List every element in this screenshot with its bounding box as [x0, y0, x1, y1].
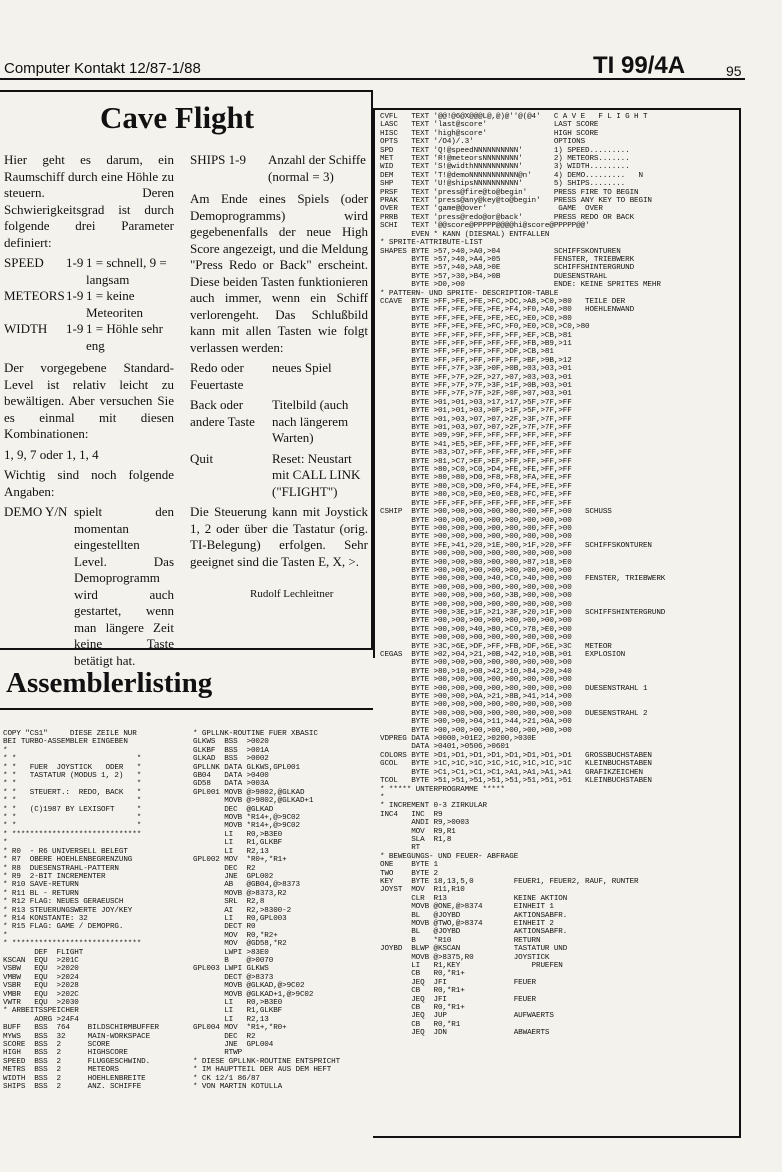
paragraph-level: Der vorgegebene Standard-Level ist relativ leicht zu bewältigen. Aber versuchen Sie es einmal mit diesen Kombinationen:	[4, 360, 174, 441]
article-column-1	[4, 152, 174, 669]
author: Rudolf Lechleitner	[250, 588, 334, 600]
ships-text: Anzahl der Schiffe (normal = 3)	[268, 152, 366, 184]
param-speed	[4, 255, 174, 288]
paragraph-combos: 1, 9, 7 oder 1, 1, 4	[4, 446, 99, 462]
listing-code-left-1: COPY "CS1" DIESE ZEILE NUR BEI TURBO-ASSEMBLER EINGEBEN * * * * * * FUER JOYSTICK ODER * * * TASTATUR (MODUS 1, 2) * * * * * * STEUERT.: REDO, BACK * * * * * * (C)1987 BY LEXISOFT * * * * * * * * ***************************** * * R0 - R6 UNIVERSELL BELEGT * R7 OBERE HOEHLENBEGRENZUNG * R8 DUESENSTRAHL-PATTERN * R9 2-BIT INCREMENTER * R10 SAVE-RETURN * R11 BL - RETURN * R12 FLAG: NEUES GERAEUSCH * R13 STEUERUNGSWERTE JOY/KEY * R14 KONSTANTE: 32 * R15 FLAG: GAME / DEMOPRG. * * ***************************** DEF FLIGHT KSCAN EQU >201C VSBW EQU >2020 VMBW EQU >2024 VSBR EQU >2028 VMBR EQU >202C VWTR EQU >2030 * ARBEITSSPEICHER AORG >24F4 BUFF BSS 764 BILDSCHIRMBUFFER MYWS BSS 32 MAIN-WORKSPACE SCORE BSS 2 SCORE HIGH BSS 2 HIGHSCORE SPEED BSS 2 FLUGGESCHWIND. METRS BSS 2 METEORS WIDTH BSS 2 HOEHLENBREITE SHIPS BSS 2 ANZ. SCHIFFE	[3, 730, 159, 1092]
demo-label: DEMO Y/N	[4, 504, 68, 519]
param-name: WIDTH	[4, 321, 48, 336]
param-width	[4, 321, 174, 354]
key-row	[190, 451, 368, 501]
key-action: neues Spiel	[272, 360, 332, 375]
ships-label: SHIPS 1-9	[190, 152, 246, 167]
param-name: METEORS	[4, 288, 65, 303]
listing-code-left-2: * GPLLNK-ROUTINE FUER XBASIC GLKWS BSS >0020 GLKBF BSS >001A GLKAD BSS >0002 GPLLNK DATA GLKWS,GPL001 GB04 DATA >0400 GD58 DATA >003A GPL001 MOVB @>9802,@GLKAD MOVB @>9802,@GLKAD+1 DEC @GLKAD MOVB *R14+,@>9C02 MOVB *R14+,@>9C02 LI R0,>B3E0 LI R1,GLKBF LI R2,13 GPL002 MOV *R0+,*R1+ DEC R2 JNE GPL002 AB @GB04,@>8373 MOVB @>8373,R2 SRL R2,8 AI R2,>8300-2 LI R0,GPL003 DECT R0 MOV R0,*R2+ MOV @GD58,*R2 LWPI >83E0 B @>0070 GPL003 LWPI GLKWS DECT @>8373 MOVB @GLKAD,@>9C02 MOVB @GLKAD+1,@>9C02 LI R0,>B3E0 LI R1,GLKBF LI R2,13 GPL004 MOV *R1+,*R0+ DEC R2 JNE GPL004 RTWP * DIESE GPLLNK-ROUTINE ENTSPRICHT * IM HAUPTTEIL DER AUS DEM HEFT * CK 12/1 86/87 * VON MARTIN KOTULLA	[193, 730, 341, 1092]
paragraph-control: Die Steuerung kann mit Joystick 1, 2 oder über die Tastatur (orig. TI-Belegung) erfolgen. Sehr geeignet sind die Tasten E, X, >.	[190, 504, 368, 569]
param-desc: 1 = Höhle sehr eng	[86, 321, 164, 353]
demo-text: spielt den momentan eingestellten Level. Das Demoprogramm wird auch gestartet, wenn man längere Zeit keine Taste betätigt hat.	[74, 504, 174, 668]
param-meteors	[4, 288, 174, 321]
key-action: Reset: Neustart mit CALL LINK ("FLIGHT")	[272, 450, 361, 499]
param-desc: 1 = keine Meteoriten	[86, 288, 144, 320]
param-desc: 1 = schnell, 9 = langsam	[86, 255, 167, 287]
magazine-header: Computer Kontakt 12/87-1/88	[4, 60, 201, 77]
article-column-2	[190, 152, 368, 574]
param-range: 1-9	[66, 321, 84, 336]
header-rule	[0, 78, 745, 80]
listing-title: Assemblerlisting	[6, 667, 213, 699]
article-title: Cave Flight	[100, 100, 255, 135]
section-title: TI 99/4A	[593, 52, 686, 79]
key-name: Redo oder Feuertaste	[190, 360, 244, 392]
listing-rule	[0, 708, 373, 710]
key-row	[190, 397, 368, 447]
listing-box-edge	[373, 108, 375, 658]
param-range: 1-9	[66, 255, 84, 270]
key-row	[190, 360, 368, 393]
intro-paragraph: Hier geht es darum, ein Raumschiff durch eine Höhle zu steuern. Deren Schwierigkeitsgrad ist durch folgende drei Parameter definiert:	[4, 152, 174, 250]
paragraph-end: Am Ende eines Spiels (oder Demoprogramms) wird gegebenenfalls der neue High Score angezeigt, und die Meldung "Press Redo or Back" erscheint. Diese beiden Tasten funktionieren auch immer, wenn ein Schiff verlorengeht. Das Schlußbild kann mit allen Tasten wie folgt verlassen werden:	[190, 191, 368, 355]
key-action: Titelbild (auch nach längerem Warten)	[272, 397, 349, 445]
paragraph-info: Wichtig sind noch folgende Angaben:	[4, 467, 174, 499]
option-ships	[190, 152, 368, 185]
page-number: 95	[726, 63, 742, 79]
listing-code-right: CVFL TEXT '@@!@6@X@@@L@,@)@''@(@4' C A V E F L I G H T LASC TEXT 'last@score' LAST SCORE HISC TEXT 'high@score' HIGH SCORE OPTS TEXT '/O4)/.3' OPTIONS SPD TEXT 'Q!@speedNNNNNNNNNN' 1) SPEED......... MET TEXT 'R!@meteorsNNNNNNNN' 2) METEORS....... WID TEXT 'S!@widthNNNNNNNNNN' 3) WIDTH......... DEM TEXT 'T!@demoNNNNNNNNNNN@n' 4) DEMO......... N SHP TEXT 'U!@shipsNNNNNNNNNN' 5) SHIPS........ PRSF TEXT 'press@fire@to@begin' PRESS FIRE TO BEGIN PRAK TEXT 'press@any@key@to@begin' PRESS ANY KEY TO BEGIN OVER TEXT 'game@@over' GAME OVER PRRB TEXT 'press@redo@or@back' PRESS REDO OR BACK SCHI TEXT '@@score@PPPPP@@@@hi@score@PPPPP@@' EVEN * KANN (DIESMAL) ENTFALLEN * SPRITE-ATTRIBUTE-LIST SHAPES BYTE >57,>40,>A0,>04 SCHIFFSKONTUREN BYTE >57,>40,>A4,>05 FENSTER, TRIEBWERK BYTE >57,>40,>A8,>0E SCHIFFSHINTERGRUND BYTE >57,>30,>B4,>0B DUESENSTRAHL BYTE >D0,>00 ENDE: KEINE SPRITES MEHR * PATTERN- UND SPRITE- DESCRIPTIOR-TABLE CCAVE BYTE >FF,>FE,>FE,>FC,>DC,>A8,>C0,>80 TEILE DER BYTE >FF,>FE,>FE,>FE,>F4,>F0,>A0,>80 HOEHLENWAND BYTE >FF,>FE,>FE,>FE,>EC,>E0,>C0,>80 BYTE >FF,>FE,>FE,>FC,>F0,>E0,>C0,>C0,>80 BYTE >FF,>FF,>FF,>FF,>FF,>EF,>CB,>81 BYTE >FF,>FF,>FF,>FF,>FF,>FB,>B9,>11 BYTE >FF,>FF,>FF,>FF,>DF,>CB,>81 BYTE >FF,>FF,>FF,>FF,>FF,>BF,>9B,>12 BYTE >FF,>7F,>3F,>0F,>0B,>03,>03,>01 BYTE >FF,>7F,>2F,>27,>07,>03,>03,>01 BYTE >FF,>7F,>7F,>3F,>1F,>0B,>03,>01 BYTE >FF,>7F,>7F,>2F,>0F,>07,>03,>01 BYTE >01,>01,>03,>17,>17,>5F,>7F,>FF BYTE >01,>01,>03,>0F,>1F,>5F,>7F,>FF BYTE >01,>03,>07,>07,>2F,>3F,>7F,>FF BYTE >01,>03,>07,>07,>2F,>7F,>7F,>FF BYTE >09,>9F,>FF,>FF,>FF,>FF,>FF,>FF BYTE >41,>E5,>EF,>FF,>FF,>FF,>FF,>FF BYTE >83,>D7,>FF,>FF,>FF,>FF,>FF,>FF BYTE >81,>C7,>EF,>EF,>FF,>FF,>FF,>FF BYTE >80,>C0,>C0,>D4,>FE,>FE,>FF,>FF BYTE >80,>80,>D0,>F8,>F8,>FA,>FE,>FF BYTE >80,>C0,>D0,>F0,>F4,>FE,>FE,>FF BYTE >80,>C0,>E0,>E0,>E8,>FC,>FE,>FF BYTE >FF,>FF,>FF,>FF,>FF,>FF,>FF,>FF CSHIP BYTE >00,>00,>00,>00,>00,>00,>FF,>00 SCHUSS BYTE >00,>00,>00,>00,>00,>00,>00,>00 BYTE >00,>00,>00,>00,>00,>00,>FF,>00 BYTE >00,>00,>00,>00,>00,>00,>00,>00 BYTE >FE,>41,>20,>1E,>00,>1F,>20,>FF SCHIFFSKONTUREN BYTE >00,>00,>00,>00,>00,>00,>00,>00 BYTE >00,>00,>80,>00,>00,>87,>18,>E0 BYTE >00,>00,>00,>00,>00,>00,>00,>00 BYTE >00,>00,>00,>40,>C0,>40,>00,>00 FENSTER, TRIEBWERK BYTE >00,>00,>00,>00,>00,>00,>00,>00 BYTE >00,>00,>00,>60,>3B,>00,>00,>00 BYTE >00,>00,>00,>00,>00,>00,>00,>00 BYTE >00,>3E,>1F,>21,>3F,>20,>1F,>00 SCHIFFSHINTERGRUND BYTE >00,>00,>00,>00,>00,>00,>00,>00 BYTE >00,>00,>40,>80,>C0,>78,>E0,>00 BYTE >00,>00,>00,>00,>00,>00,>00,>00 BYTE >3C,>6E,>DF,>FF,>FB,>DF,>6E,>3C METEOR CEGAS BYTE >02,>04,>21,>0B,>42,>10,>0B,>01 EXPLOSION BYTE >00,>00,>00,>00,>00,>00,>00,>00 BYTE >80,>10,>08,>42,>10,>84,>20,>40 BYTE >00,>00,>00,>00,>00,>00,>00,>00 BYTE >00,>00,>00,>00,>00,>00,>00,>00 DUESENSTRAHL 1 BYTE >00,>00,>0A,>21,>8B,>41,>14,>00 BYTE >00,>00,>00,>00,>00,>00,>00,>00 BYTE >00,>00,>00,>00,>00,>00,>00,>00 DUESENSTRAHL 2 BYTE >00,>00,>04,>11,>44,>21,>0A,>00 BYTE >00,>00,>00,>00,>00,>00,>00,>00 VDPREG DATA >0000,>01E2,>0200,>030E DATA >0401,>0506,>0601 COLORS BYTE >D1,>D1,>D1,>D1,>D1,>D1,>D1,>D1 GROSSBUCHSTABEN GCOL BYTE >1C,>1C,>1C,>1C,>1C,>1C,>1C,>1C KLEINBUCHSTABEN BYTE >C1,>C1,>C1,>C1,>A1,>A1,>A1,>A1 GRAFIKZEICHEN TCOL BYTE >51,>51,>51,>51,>51,>51,>51,>51 KLEINBUCHSTABEN * ***** UNTERPROGRAMME ***** * * INCREMENT 0-3 ZIRKULAR INC4 INC R9 ANDI R9,>0003 MOV R9,R1 SLA R1,8 RT * BEWEGUNGS- UND FEUER- ABFRAGE ONE BYTE 1 TWO BYTE 2 KEY BYTE 18,13,5,0 FEUER1, FEUER2, RAUF, RUNTER JOYST MOV R11,R10 CLR R13 KEINE AKTION MOVB @ONE,@>8374 EINHEIT 1 BL @JOYBD AKTIONSABFR. MOVB @TWO,@>8374 EINHEIT 2 BL @JOYBD AKTIONSABFR. B *R10 RETURN JOYBD BLWP @KSCAN TASTATUR UND MOVB @>8375,R0 JOYSTICK LI R1,KEY PRUEFEN CB R0,*R1+ JEQ JFI FEUER CB R0,*R1+ JEQ JFI FEUER CB R0,*R1+ JEQ JUP AUFWAERTS CB R0,*R1 JEQ JDN ABWAERTS	[380, 113, 666, 1038]
param-range: 1-9	[66, 288, 84, 303]
option-demo	[4, 504, 174, 669]
key-name: Back oder andere Taste	[190, 397, 255, 429]
key-name: Quit	[190, 450, 214, 466]
param-name: SPEED	[4, 255, 44, 270]
